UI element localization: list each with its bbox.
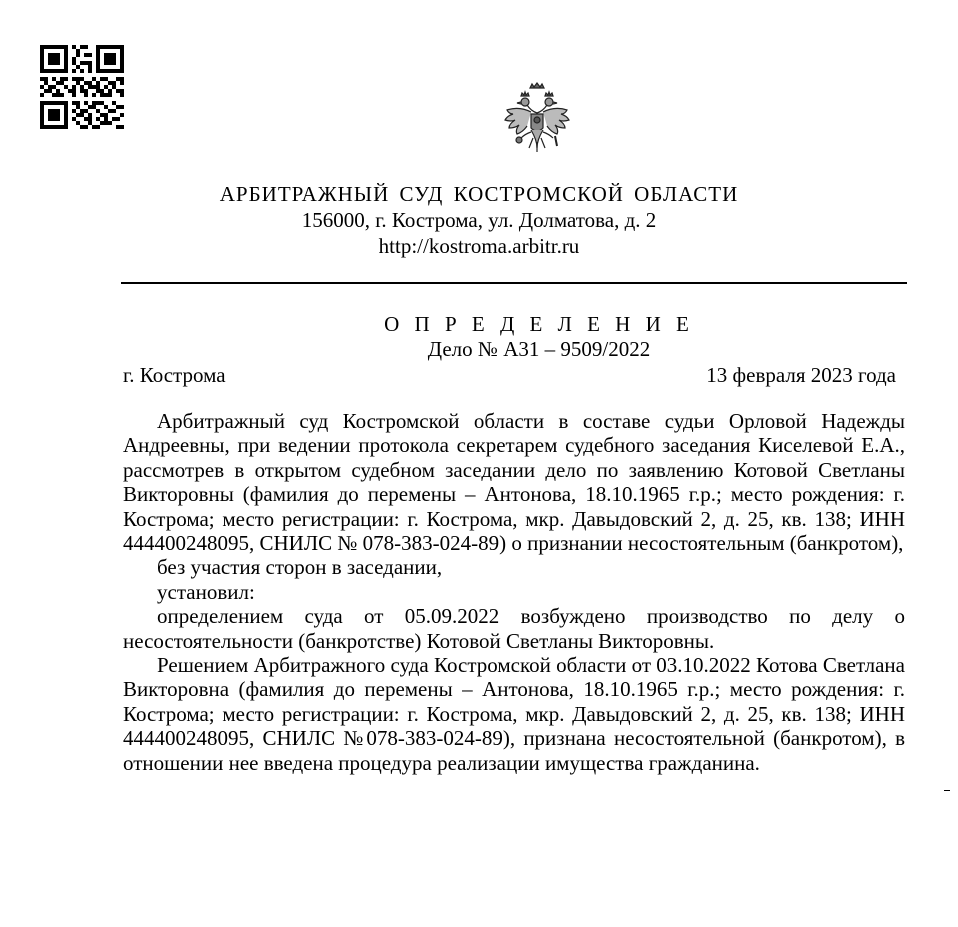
paragraph-decision: Решением Арбитражного суда Костромской области от 03.10.2022 Котова Светлана Викторовна (фамилия до перемены – Антонова, 18.10.1965 г.р.; место рождения: г. Кострома; место регистрации: г. Кострома, мкр. Давыдовский 2, д. 25, кв. 138; ИНН 444400248095, СНИЛС №078-383-024-89), признана несостоятельной (банкротом), в отношении нее введена процедура реализации имущества гражданина. xyxy=(123,653,905,775)
document-city: г. Кострома xyxy=(123,363,226,387)
case-number: Дело № А31 – 9509/2022 xyxy=(427,337,651,361)
paragraph-proceedings: определением суда от 05.09.2022 возбуждено производство по делу о несостоятельности (банкротстве) Котовой Светланы Викторовны. xyxy=(123,604,905,653)
court-name: АРБИТРАЖНЫЙ СУД КОСТРОМСКОЙ ОБЛАСТИ xyxy=(219,182,739,206)
header-divider xyxy=(121,282,907,284)
paragraph-no-parties: без участия сторон в заседании, xyxy=(157,555,443,580)
margin-mark xyxy=(944,790,950,791)
qr-code-icon xyxy=(40,45,124,129)
coat-of-arms-icon xyxy=(497,82,577,162)
document-body xyxy=(123,409,905,775)
paragraph-intro: Арбитражный суд Костромской области в составе судьи Орловой Надежды Андреевны, при ведении протокола секретарем судебного заседания Киселевой Е.А., рассмотрев в открытом судебном заседании дело по заявлению Котовой Светланы Викторовны (фамилия до перемены – Антонова, 18.10.1965 г.р.; место рождения: г. Кострома; место регистрации: г. Кострома, мкр. Давыдовский 2, д. 25, кв. 138; ИНН 444400248095, СНИЛС № 078-383-024-89) о признании несостоятельным (банкротом), xyxy=(123,409,905,556)
document-type: О П Р Е Д Е Л Е Н И Е xyxy=(384,312,694,336)
court-address: 156000, г. Кострома, ул. Долматова, д. 2 xyxy=(301,208,657,232)
paragraph-established: установил: xyxy=(157,579,255,604)
court-website: http://kostroma.arbitr.ru xyxy=(378,234,580,258)
document-date: 13 февраля 2023 года xyxy=(706,363,896,387)
